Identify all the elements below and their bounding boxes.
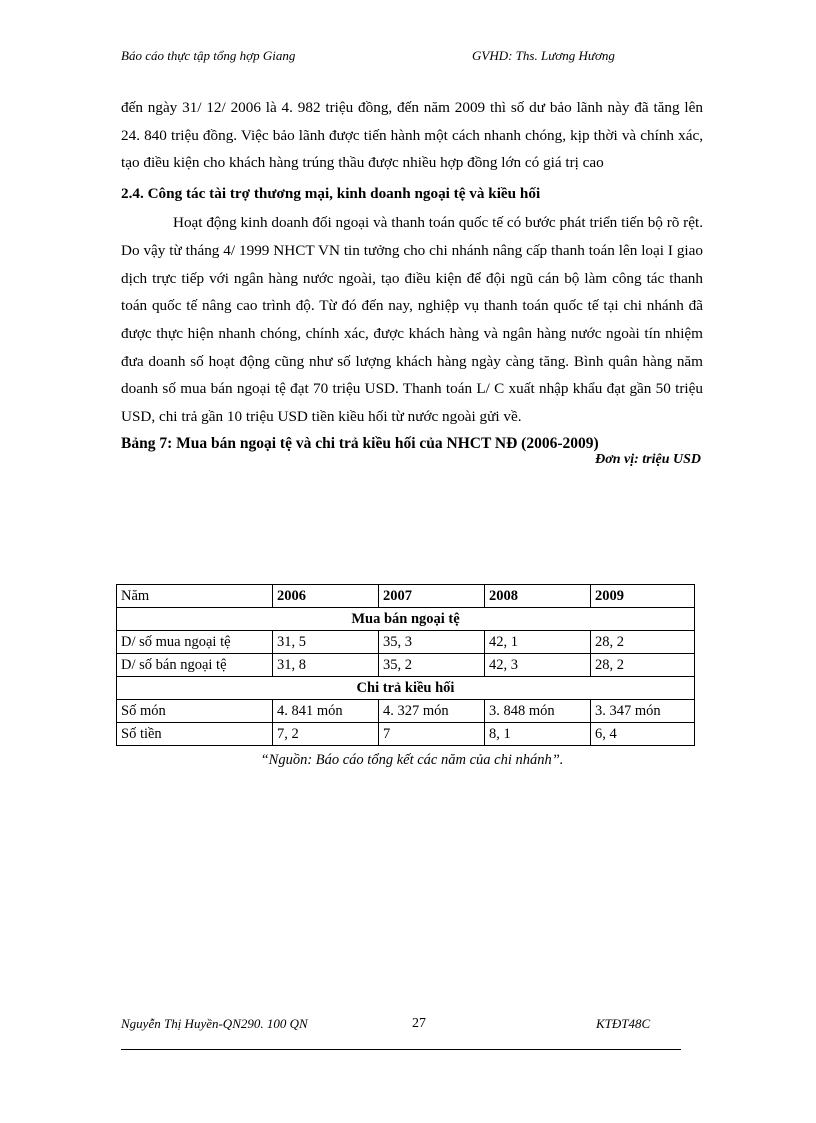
table-cell: 7: [379, 723, 485, 746]
table-cell: 3. 848 món: [485, 700, 591, 723]
header-cell: Năm: [117, 585, 273, 608]
paragraph-1: đến ngày 31/ 12/ 2006 là 4. 982 triệu đồng, đến năm 2009 thì số dư bảo lãnh này đã tăng lên 24. 840 triệu đồng. Việc bảo lãnh được tiến hành một cách nhanh chóng, kịp thời và chính xác, tạo điều kiện cho khách hàng trúng thầu được nhiều hợp đồng lớn có giá trị cao: [121, 99, 703, 172]
table-cell: 28, 2: [591, 654, 695, 677]
table-cell: 4. 841 món: [273, 700, 379, 723]
table-cell: 35, 2: [379, 654, 485, 677]
footer-right: KTĐT48C: [596, 1016, 651, 1031]
table-cell: 42, 3: [485, 654, 591, 677]
header-left: Báo cáo thực tập tổng hợp Giang: [121, 48, 296, 63]
table-cell: D/ số bán ngoại tệ: [117, 654, 273, 677]
table-cell: D/ số mua ngoại tệ: [117, 631, 273, 654]
table-cell: Số món: [117, 700, 273, 723]
table-cell: 28, 2: [591, 631, 695, 654]
table-row: [117, 631, 695, 654]
page-number: 27: [412, 1016, 426, 1031]
table-unit: Đơn vị: triệu USD: [595, 451, 701, 467]
exchange-remittance-table: [116, 584, 695, 746]
body-text: [121, 94, 703, 467]
section-label: Chi trả kiều hối: [117, 677, 695, 700]
footer-left: Nguyễn Thị Huyền-QN290. 100 QN: [121, 1016, 308, 1031]
header-cell: 2006: [273, 585, 379, 608]
table-cell: 7, 2: [273, 723, 379, 746]
table-cell: 3. 347 món: [591, 700, 695, 723]
table-cell: 31, 8: [273, 654, 379, 677]
header-cell: 2008: [485, 585, 591, 608]
table-cell: 4. 327 món: [379, 700, 485, 723]
header-cell: 2009: [591, 585, 695, 608]
section-heading: 2.4. Công tác tài trợ thương mại, kinh doanh ngoại tệ và kiều hối: [121, 185, 541, 203]
table-row: [117, 654, 695, 677]
header-cell: 2007: [379, 585, 485, 608]
table-section-row: [117, 608, 695, 631]
table-row: [117, 700, 695, 723]
table-cell: 8, 1: [485, 723, 591, 746]
table-cell: Số tiền: [117, 723, 273, 746]
table-row: [117, 723, 695, 746]
table-title: Bảng 7: Mua bán ngoại tệ và chi trả kiều hối của NHCT NĐ (2006-2009): [121, 434, 599, 452]
table-header-row: [117, 585, 695, 608]
table-section-row: [117, 677, 695, 700]
paragraph-2: Hoạt động kinh doanh đối ngoại và thanh toán quốc tế có bước phát triển tiến bộ rõ rệt. Do vậy từ tháng 4/ 1999 NHCT VN tin tưởng cho chi nhánh nâng cấp thanh toán lên loại I giao dịch trực tiếp với ngân hàng nước ngoài, tạo điều kiện để đội ngũ cán bộ làm công tác thanh toán quốc tế nâng cao trình độ. Từ đó đến nay, nghiệp vụ thanh toán quốc tế tại chi nhánh đã được thực hiện nhanh chóng, chính xác, được khách hàng và ngân hàng nước ngoài tín nhiệm đưa doanh số hoạt động cũng như số lượng khách hàng ngày càng tăng. Bình quân hàng năm doanh số mua bán ngoại tệ đạt 70 triệu USD. Thanh toán L/ C xuất nhập khẩu đạt gần 50 triệu USD, chi trả gần 10 triệu USD tiền kiều hối từ nước ngoài gửi về.: [121, 214, 703, 426]
table-source: “Nguồn: Báo cáo tổng kết các năm của chi nhánh”.: [260, 752, 564, 768]
footer-divider: [121, 1049, 681, 1050]
table-cell: 35, 3: [379, 631, 485, 654]
table-cell: 31, 5: [273, 631, 379, 654]
table-cell: 6, 4: [591, 723, 695, 746]
header-right: GVHD: Ths. Lương Hương: [472, 48, 615, 63]
section-label: Mua bán ngoại tệ: [117, 608, 695, 631]
table-cell: 42, 1: [485, 631, 591, 654]
